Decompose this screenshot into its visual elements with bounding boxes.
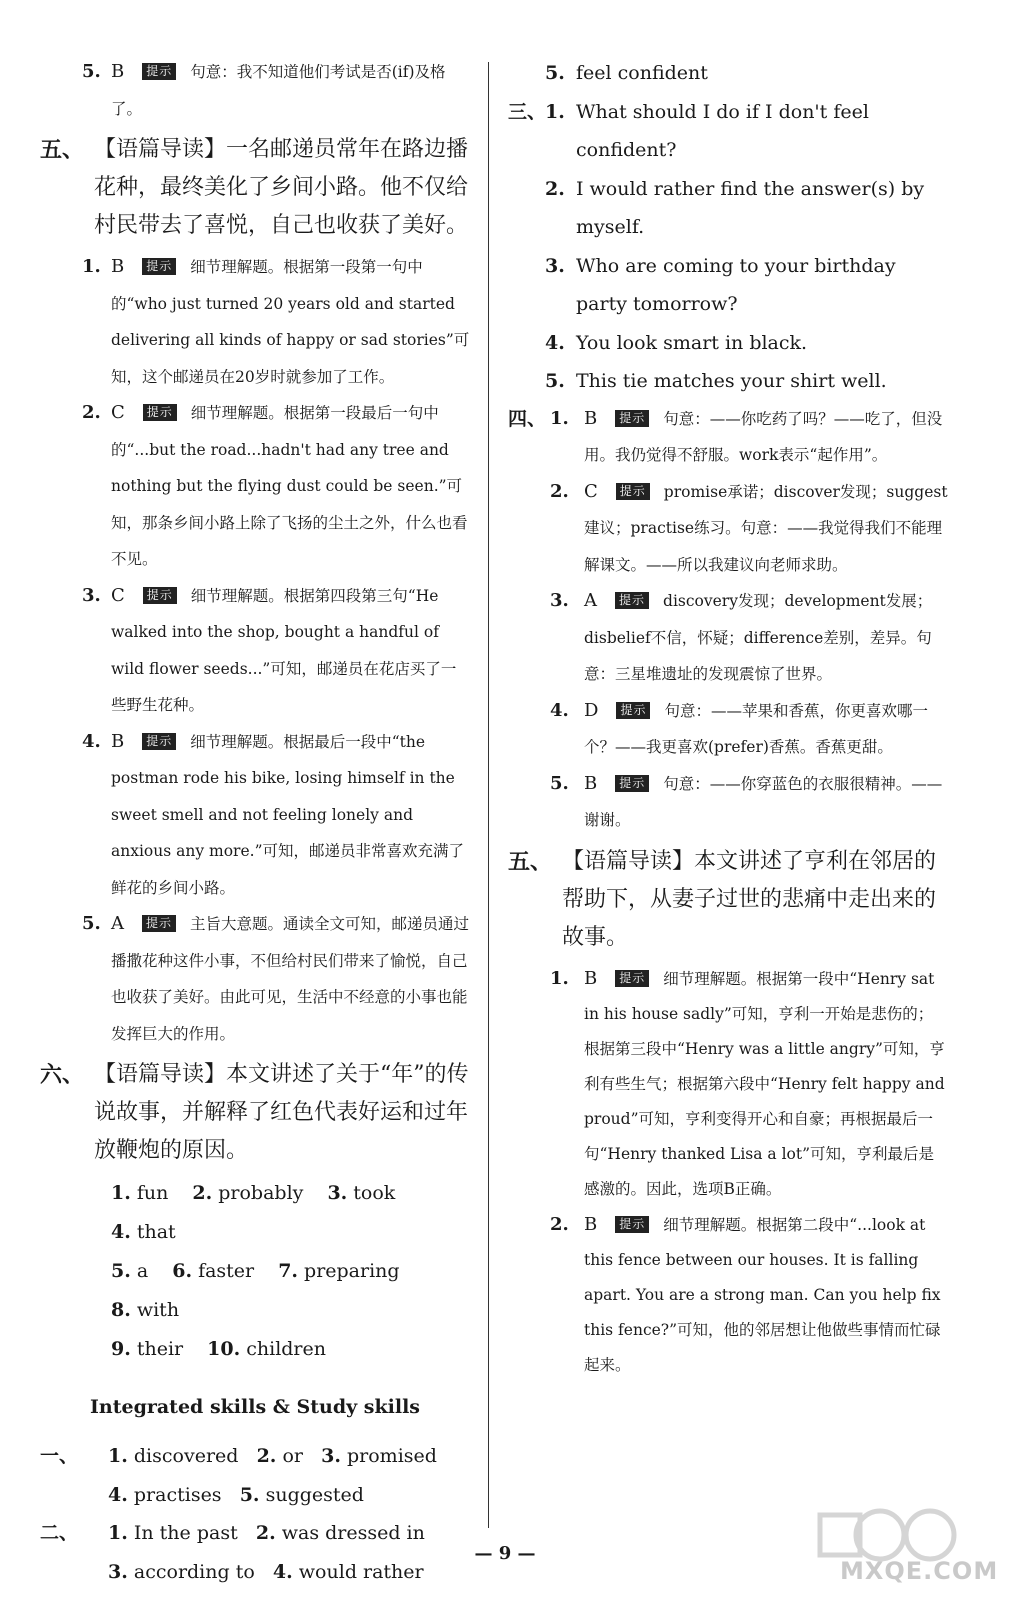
tip-badge: 提示 — [615, 1216, 649, 1233]
answer-item — [508, 247, 948, 324]
item-answer: C — [584, 480, 598, 502]
fill-word: a — [136, 1260, 149, 1282]
item-number: 1. — [550, 967, 569, 989]
item-answer: B — [584, 967, 598, 989]
fill-word: or — [282, 1445, 303, 1467]
item-answer: B — [584, 772, 598, 794]
answer-item — [508, 474, 948, 584]
fill-row — [40, 1252, 470, 1330]
answer-item — [508, 362, 948, 401]
item-explanation: 细节理解题。根据第一段第一句中的“who just turned 20 years old and started delivering all kinds of happy or sad stories”可知，这个邮递员在20岁时就参加了工作。 — [111, 258, 470, 386]
page-number: — 9 — — [474, 1543, 536, 1564]
item-text: This tie matches your shirt well. — [576, 370, 887, 392]
answer-item — [40, 54, 470, 127]
tip-badge: 提示 — [615, 775, 649, 792]
fill-row — [40, 1437, 470, 1476]
item-answer: A — [111, 913, 124, 934]
item-explanation: discovery发现；development发展；disbelief不信，怀疑；difference差别，差异。句意：三星堆遗址的发现震惊了世界。 — [584, 592, 933, 683]
item-number: 5. — [545, 370, 565, 392]
fill-number: 4. — [272, 1560, 293, 1583]
item-number: 2. — [82, 402, 101, 423]
right-column — [508, 54, 948, 1383]
item-answer: B — [111, 730, 125, 752]
item-number: 4. — [550, 699, 569, 721]
tip-badge: 提示 — [142, 733, 176, 750]
fill-number: 3. — [108, 1560, 128, 1583]
item-answer: C — [111, 584, 125, 606]
section-number: 五、 — [40, 137, 85, 163]
answer-item — [40, 906, 470, 1052]
item-number: 5. — [82, 61, 101, 82]
section-five-intro — [40, 131, 470, 245]
item-explanation: 句意：我不知道他们考试是否(if)及格了。 — [111, 63, 446, 118]
section-number: 四、 — [508, 407, 547, 430]
fill-word: discovered — [133, 1445, 239, 1467]
fill-word: In the past — [133, 1522, 238, 1544]
fill-number: 2. — [256, 1445, 277, 1467]
item-text: feel confident — [576, 62, 708, 84]
item-answer: B — [111, 256, 125, 277]
item-number: 5. — [82, 913, 101, 934]
item-number: 1. — [550, 407, 569, 429]
answer-item — [40, 578, 470, 724]
answer-item — [508, 93, 948, 170]
item-explanation: promise承诺；discover发现；suggest建议；practise练习。句意：——我觉得我们不能理解课文。——所以我建议向老师求助。 — [584, 482, 948, 574]
item-number: 1. — [82, 256, 101, 277]
fill-number: 1. — [108, 1445, 128, 1467]
tip-badge: 提示 — [143, 587, 177, 604]
item-text: You look smart in black. — [576, 331, 808, 354]
item-explanation: 细节理解题。根据最后一段中“the postman rode his bike, losing himself in the sweet smell and not feeling lonely and anxious any more.”可知，邮递员非常喜欢充满了鲜花的乡间小路。 — [111, 732, 464, 897]
fill-word: preparing — [304, 1260, 400, 1282]
section-number: 六、 — [40, 1062, 85, 1088]
fill-word: children — [246, 1338, 326, 1360]
tip-badge: 提示 — [142, 63, 176, 80]
left-column — [40, 54, 470, 1591]
fill-row — [40, 1330, 470, 1369]
fill-number: 6. — [172, 1260, 193, 1282]
answer-item — [508, 170, 948, 247]
fill-number: 1. — [111, 1182, 131, 1204]
item-answer: B — [584, 407, 598, 429]
item-explanation: 句意：——苹果和香蕉，你更喜欢哪一个？——我更喜欢(prefer)香蕉。香蕉更甜。 — [584, 701, 928, 756]
section-six-intro — [40, 1056, 470, 1170]
answer-item — [508, 583, 948, 693]
item-text: I would rather find the answer(s) by myself. — [576, 177, 925, 238]
item-number: 5. — [545, 62, 565, 84]
item-number: 5. — [550, 772, 569, 794]
item-number: 3. — [82, 584, 101, 606]
section-intro-text: 【语篇导读】本文讲述了关于“年”的传说故事，并解释了红色代表好运和过年放鞭炮的原因。 — [94, 1062, 469, 1163]
answer-item — [508, 324, 948, 363]
fill-number: 2. — [192, 1182, 213, 1204]
item-number: 4. — [82, 730, 101, 752]
fill-number: 10. — [207, 1338, 241, 1360]
fill-number: 1. — [108, 1522, 128, 1544]
section-number: 二、 — [40, 1522, 79, 1544]
fill-word: practises — [133, 1483, 222, 1506]
fill-number: 2. — [255, 1522, 276, 1544]
item-number: 3. — [545, 254, 565, 277]
item-number: 4. — [545, 331, 565, 354]
answer-item — [40, 395, 470, 578]
tip-badge: 提示 — [143, 404, 177, 421]
column-divider — [488, 62, 489, 1528]
item-answer: C — [111, 402, 125, 423]
item-number: 3. — [550, 590, 569, 611]
tip-badge: 提示 — [616, 483, 650, 500]
section-intro-text: 【语篇导读】一名邮递员常年在路边播花种，最终美化了乡间小路。他不仅给村民带去了喜悦，自己也收获了美好。 — [94, 137, 469, 238]
item-explanation: 细节理解题。根据第二段中“...look at this fence between our houses. It is falling apart. You are a strong man. Can you help fix this fence?”可知，他的邻居想让他做些事情而忙碌起来。 — [584, 1215, 941, 1374]
fill-word: probably — [218, 1182, 304, 1204]
watermark-text: MXQE.COM — [840, 1557, 999, 1585]
fill-number: 5. — [111, 1260, 131, 1282]
answer-item — [40, 249, 470, 395]
item-number: 1. — [545, 100, 565, 123]
fill-word: took — [353, 1182, 396, 1204]
item-explanation: 句意：——你穿蓝色的衣服很精神。——谢谢。 — [584, 774, 943, 829]
fill-word: faster — [198, 1260, 255, 1282]
fill-number: 8. — [111, 1299, 131, 1321]
tip-badge: 提示 — [615, 592, 649, 609]
answer-item — [508, 961, 948, 1207]
item-explanation: 细节理解题。根据第四段第三句“He walked into the shop, bought a handful of wild flower seeds...”可知，邮递员在花店买了一些野生花种。 — [111, 586, 457, 714]
section-heading: Integrated skills & Study skills — [90, 1396, 420, 1418]
answer-item — [40, 724, 470, 907]
fill-number: 9. — [111, 1338, 131, 1360]
section-number: 一、 — [40, 1445, 79, 1467]
fill-word: according to — [133, 1560, 255, 1583]
tip-badge: 提示 — [615, 970, 649, 987]
section-number: 五、 — [508, 848, 553, 875]
item-explanation: 主旨大意题。通读全文可知，邮递员通过播撒花种这件小事，不但给村民们带来了愉悦，自己也收获了美好。由此可见，生活中不经意的小事也能发挥巨大的作用。 — [111, 915, 470, 1043]
answer-item — [508, 54, 948, 93]
answer-item — [508, 766, 948, 839]
fill-number: 3. — [327, 1182, 348, 1204]
item-explanation: 细节理解题。根据第一段最后一句中的“...but the road...hadn't had any tree and nothing but the flying dust could be seen.”可知，那条乡间小路上除了飞扬的尘土之外，什么也看不见。 — [111, 404, 468, 568]
item-text: Who are coming to your birthday party tomorrow? — [576, 254, 896, 315]
fill-word: that — [136, 1221, 176, 1243]
tip-badge: 提示 — [142, 258, 176, 275]
answer-item — [508, 401, 948, 474]
section-five-items — [40, 249, 470, 1052]
section-intro-text: 【语篇导读】本文讲述了亨利在邻居的帮助下，从妻子过世的悲痛中走出来的故事。 — [562, 848, 937, 950]
item-number: 2. — [550, 480, 569, 502]
answer-item — [508, 693, 948, 766]
watermark-logo-icon — [800, 1505, 990, 1565]
section-five-right-intro — [508, 843, 948, 957]
item-answer: A — [584, 590, 597, 611]
fill-word: fun — [136, 1182, 169, 1204]
item-explanation: 句意：——你吃药了吗？——吃了，但没用。我仍觉得不舒服。work表示“起作用”。 — [584, 409, 943, 464]
watermark — [800, 1505, 999, 1595]
fill-word: with — [136, 1299, 180, 1321]
fill-word: promised — [347, 1445, 437, 1467]
item-answer: D — [584, 699, 599, 721]
tip-badge: 提示 — [142, 915, 176, 932]
item-explanation: 细节理解题。根据第一段中“Henry sat in his house sadly”可知，亨利一开始是悲伤的；根据第三段中“Henry was a little angry”可知，亨利有些生气；根据第六段中“Henry felt happy and proud”可知，亨利变得开心和自豪；再根据最后一句“Henry thanked Lisa a lot”可知，亨利最后是感激的。因此，选项B正确。 — [584, 969, 945, 1198]
item-answer: B — [111, 61, 125, 82]
section-number: 三、 — [508, 100, 547, 123]
item-answer: B — [584, 1213, 598, 1235]
fill-row — [40, 1476, 470, 1515]
fill-row — [40, 1174, 470, 1252]
answer-item — [508, 1207, 948, 1383]
fill-word: suggested — [265, 1483, 364, 1506]
item-number: 2. — [545, 177, 565, 200]
fill-word: their — [136, 1338, 184, 1360]
fill-number: 4. — [111, 1221, 131, 1243]
tip-badge: 提示 — [615, 410, 649, 427]
fill-number: 5. — [239, 1483, 260, 1506]
item-text: What should I do if I don't feel confident? — [576, 100, 869, 161]
fill-number: 4. — [108, 1483, 128, 1506]
tip-badge: 提示 — [616, 702, 650, 719]
fill-word: was dressed in — [281, 1522, 425, 1544]
fill-number: 7. — [278, 1260, 299, 1282]
fill-number: 3. — [321, 1445, 341, 1467]
fill-word: would rather — [298, 1560, 424, 1583]
item-number: 2. — [550, 1213, 569, 1235]
